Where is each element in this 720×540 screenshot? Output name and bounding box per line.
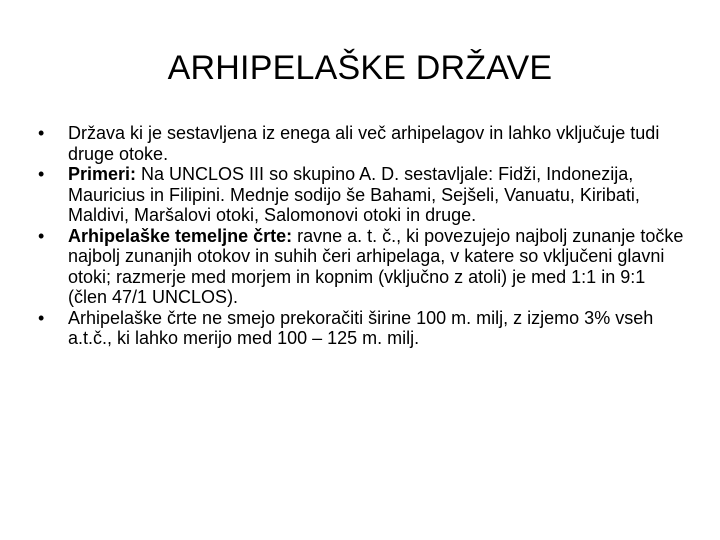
bullet-bold-lead: Primeri: [68,164,137,184]
bullet-dot-icon: • [38,123,45,143]
bullet-bold-lead: Arhipelaške temeljne črte: [68,225,293,246]
bullet-dot-icon: • [38,225,45,246]
bullet-text: Na UNCLOS III so skupino A. D. sestavljale: Fidži, Indonezija, Mauricius in Filipini. Mednje sodijo še Bahami, Sejšeli, Vanuatu, Kiribati, Maldivi, Maršalovi otoki, Salomonovi otoki in druge. [68,164,640,225]
bullet-dot-icon: • [38,307,45,328]
bullet-text: Arhipelaške črte ne smejo prekoračiti širine 100 m. milj, z izjemo 3% vseh a.t.č., ki lahko merijo med 100 – 125 m. milj. [68,307,654,348]
bullet-item [38,164,686,226]
bullet-text: ravne a. t. č., ki povezujejo najbolj zunanje točke najbolj zunanjih otokov in suhih čeri arhipelaga, v katere so vključeni glavni otoki; razmerje med morjem in kopnim (vključno z atoli) je med 1:1 in 9:1 (člen 47/1 UNCLOS). [68,225,684,307]
bullet-item [38,123,686,164]
bullet-item [38,308,686,349]
slide-title: ARHIPELAŠKE DRŽAVE [167,49,553,87]
bullet-dot-icon: • [38,164,45,184]
bullet-text: Država ki je sestavljena iz enega ali več arhipelagov in lahko vključuje tudi druge otoke. [68,123,660,164]
bullet-list [38,123,686,349]
bullet-item [38,226,686,308]
